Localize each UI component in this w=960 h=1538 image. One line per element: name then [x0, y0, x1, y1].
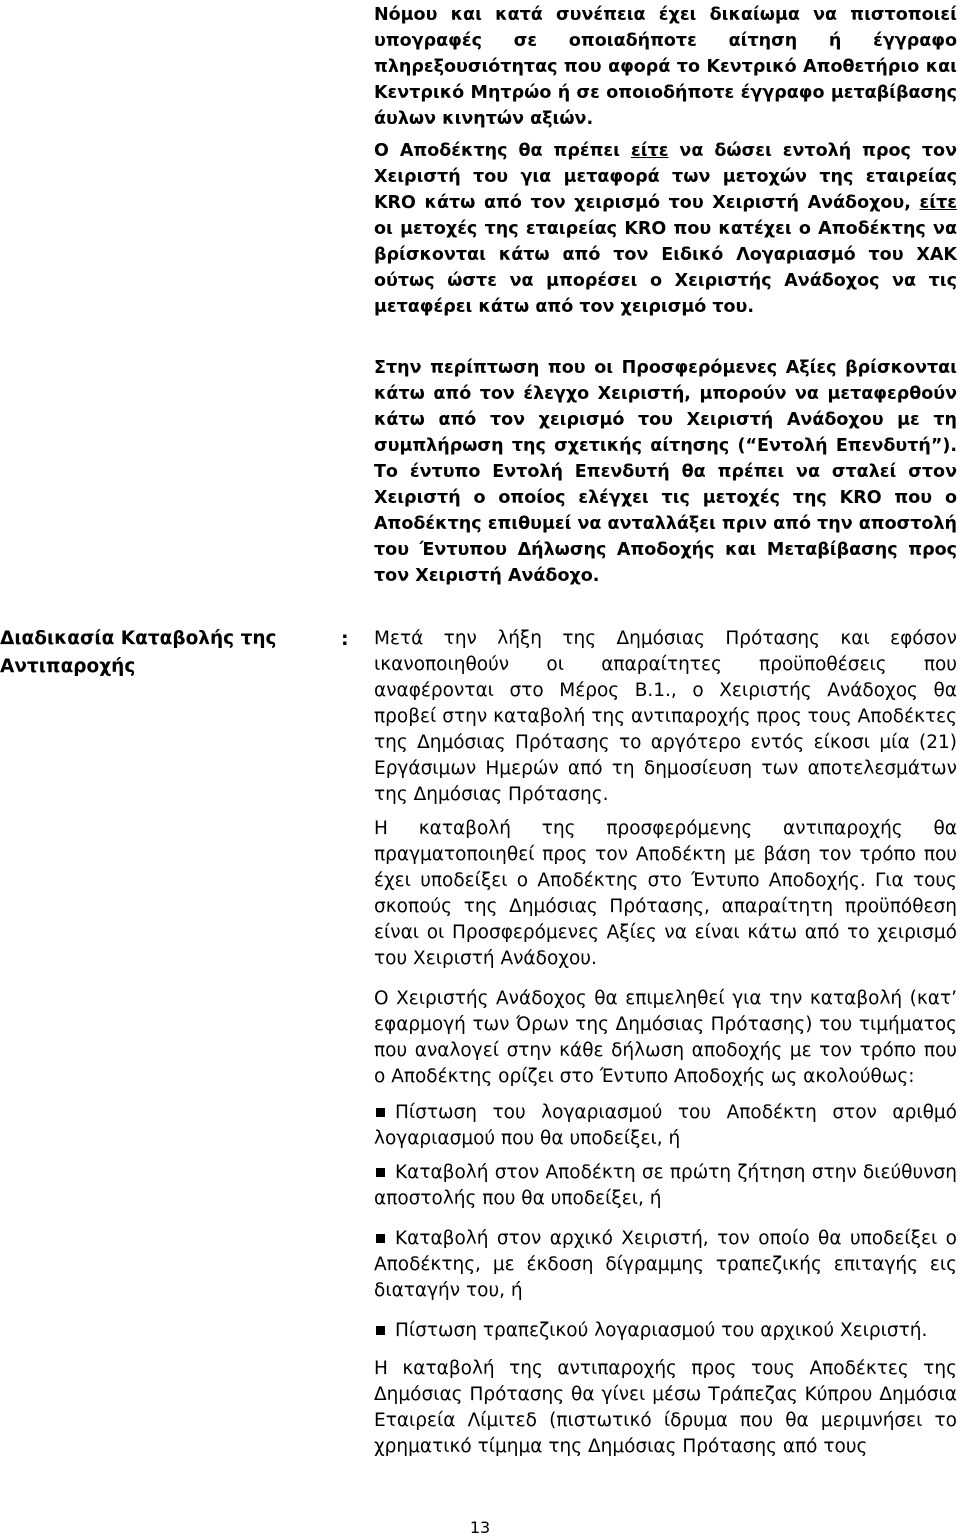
list-item: Καταβολή στον αρχικό Χειριστή, τον οποίο θα υποδείξει ο Αποδέκτης, με έκδοση δίγραμμης τραπεζικής επιταγής εις διαταγήν του, ή: [374, 1228, 957, 1301]
top-paragraph-3: Στην περίπτωση που οι Προσφερόμενες Αξίες βρίσκονται κάτω από τον έλεγχο Χειριστή, μπορούν να μεταφερθούν κάτω από τον χειρισμό του Χειριστή Ανάδοχου με τη συμπλήρωση της σχετικής αίτησης (“Εντολή Επενδυτή”). Το έντυπο Εντολή Επενδυτή θα πρέπει να σταλεί στον Χειριστή ο οποίος ελέγχει τις μετοχές της KRO που ο Αποδέκτης επιθυμεί να ανταλλάξει πριν από την αποστολή του Έντυπου Δήλωσης Αποδοχής και Μεταβίβασης προς τον Χειριστή Ανάδοχο.: [374, 358, 957, 586]
square-bullet-icon: [376, 1108, 385, 1117]
list-item: Πίστωση του λογαριασμού του Αποδέκτη στον αριθμό λογαριασμού που θα υποδείξει, ή: [374, 1102, 957, 1149]
square-bullet-icon: [376, 1168, 385, 1177]
section-paragraph-2: Η καταβολή της προσφερόμενης αντιπαροχής θα πραγματοποιηθεί προς τον Αποδέκτη με βάση τον τρόπο που έχει υποδείξει ο Αποδέκτης στο Έντυπο Αποδοχής. Για τους σκοπούς της Δημόσιας Πρότασης, απαραίτητη προϋπόθεση είναι οι Προσφερόμενες Αξίες να είναι κάτω από το χειρισμό του Χειριστή Ανάδοχου.: [374, 818, 957, 969]
section-paragraph-4: Η καταβολή της αντιπαροχής προς τους Αποδέκτες της Δημόσιας Πρότασης θα γίνει μέσω Τράπεζας Κύπρου Δημόσια Εταιρεία Λίμιτεδ (πιστωτικό ίδρυμα που θα μεριμνήσει το χρηματικό τίμημα της Δημόσιας Πρότασης από τους: [374, 1358, 957, 1457]
section-paragraph-1: Μετά την λήξη της Δημόσιας Πρότασης και εφόσον ικανοποιηθούν οι απαραίτητες προϋποθέσεις που αναφέρονται στο Μέρος Β.1., ο Χειριστής Ανάδοχος θα προβεί στην καταβολή της αντιπαροχής προς τους Αποδέκτες της Δημόσιας Πρότασης το αργότερο εντός είκοσι μία (21) Εργάσιμων Ημερών από τη δημοσίευση των αποτελεσμάτων της Δημόσιας Πρότασης.: [374, 628, 957, 805]
list-item: Καταβολή στον Αποδέκτη σε πρώτη ζήτηση στην διεύθυνση αποστολής που θα υποδείξει, ή: [374, 1162, 957, 1209]
square-bullet-icon: [376, 1326, 385, 1335]
top-paragraph-2: Ο Αποδέκτης θα πρέπει είτε να δώσει εντολή προς τον Χειριστή του για μεταφορά των μετοχών της εταιρείας KRO κάτω από τον χειρισμό του Χειριστή Ανάδοχου, είτε οι μετοχές της εταιρείας KRO που κατέχει ο Αποδέκτης να βρίσκονται κάτω από τον Ειδικό Λογαριασμό του ΧΑΚ ούτως ώστε να μπορέσει ο Χειριστής Ανάδοχος να τις μεταφέρει κάτω από τον χειρισμό του.: [374, 141, 957, 317]
heading-colon: :: [341, 628, 349, 650]
section-heading: Διαδικασία Καταβολής της Αντιπαροχής: [0, 628, 277, 677]
list-item: Πίστωση τραπεζικού λογαριασμού του αρχικού Χειριστή.: [374, 1318, 957, 1344]
top-paragraph-1: Νόμου και κατά συνέπεια έχει δικαίωμα να πιστοποιεί υπογραφές σε οποιαδήποτε αίτηση ή έγγραφο πληρεξουσιότητας που αφορά το Κεντρικό Αποθετήριο και Κεντρικό Μητρώο ή σε οποιοδήποτε έγγραφο μεταβίβασης άυλων κινητών αξιών.: [374, 5, 957, 129]
section-paragraph-3: Ο Χειριστής Ανάδοχος θα επιμεληθεί για την καταβολή (κατ’ εφαρμογή των Όρων της Δημόσιας Πρότασης) του τιμήματος που αναλογεί στην κάθε δήλωση αποδοχής με τον τρόπο που ο Αποδέκτης ορίζει στο Έντυπο Αποδοχής ως ακολούθως:: [374, 988, 957, 1087]
underlined-either-2: είτε: [919, 193, 957, 213]
underlined-either-1: είτε: [630, 141, 669, 161]
page-number: 13: [469, 1518, 491, 1537]
square-bullet-icon: [376, 1234, 385, 1243]
